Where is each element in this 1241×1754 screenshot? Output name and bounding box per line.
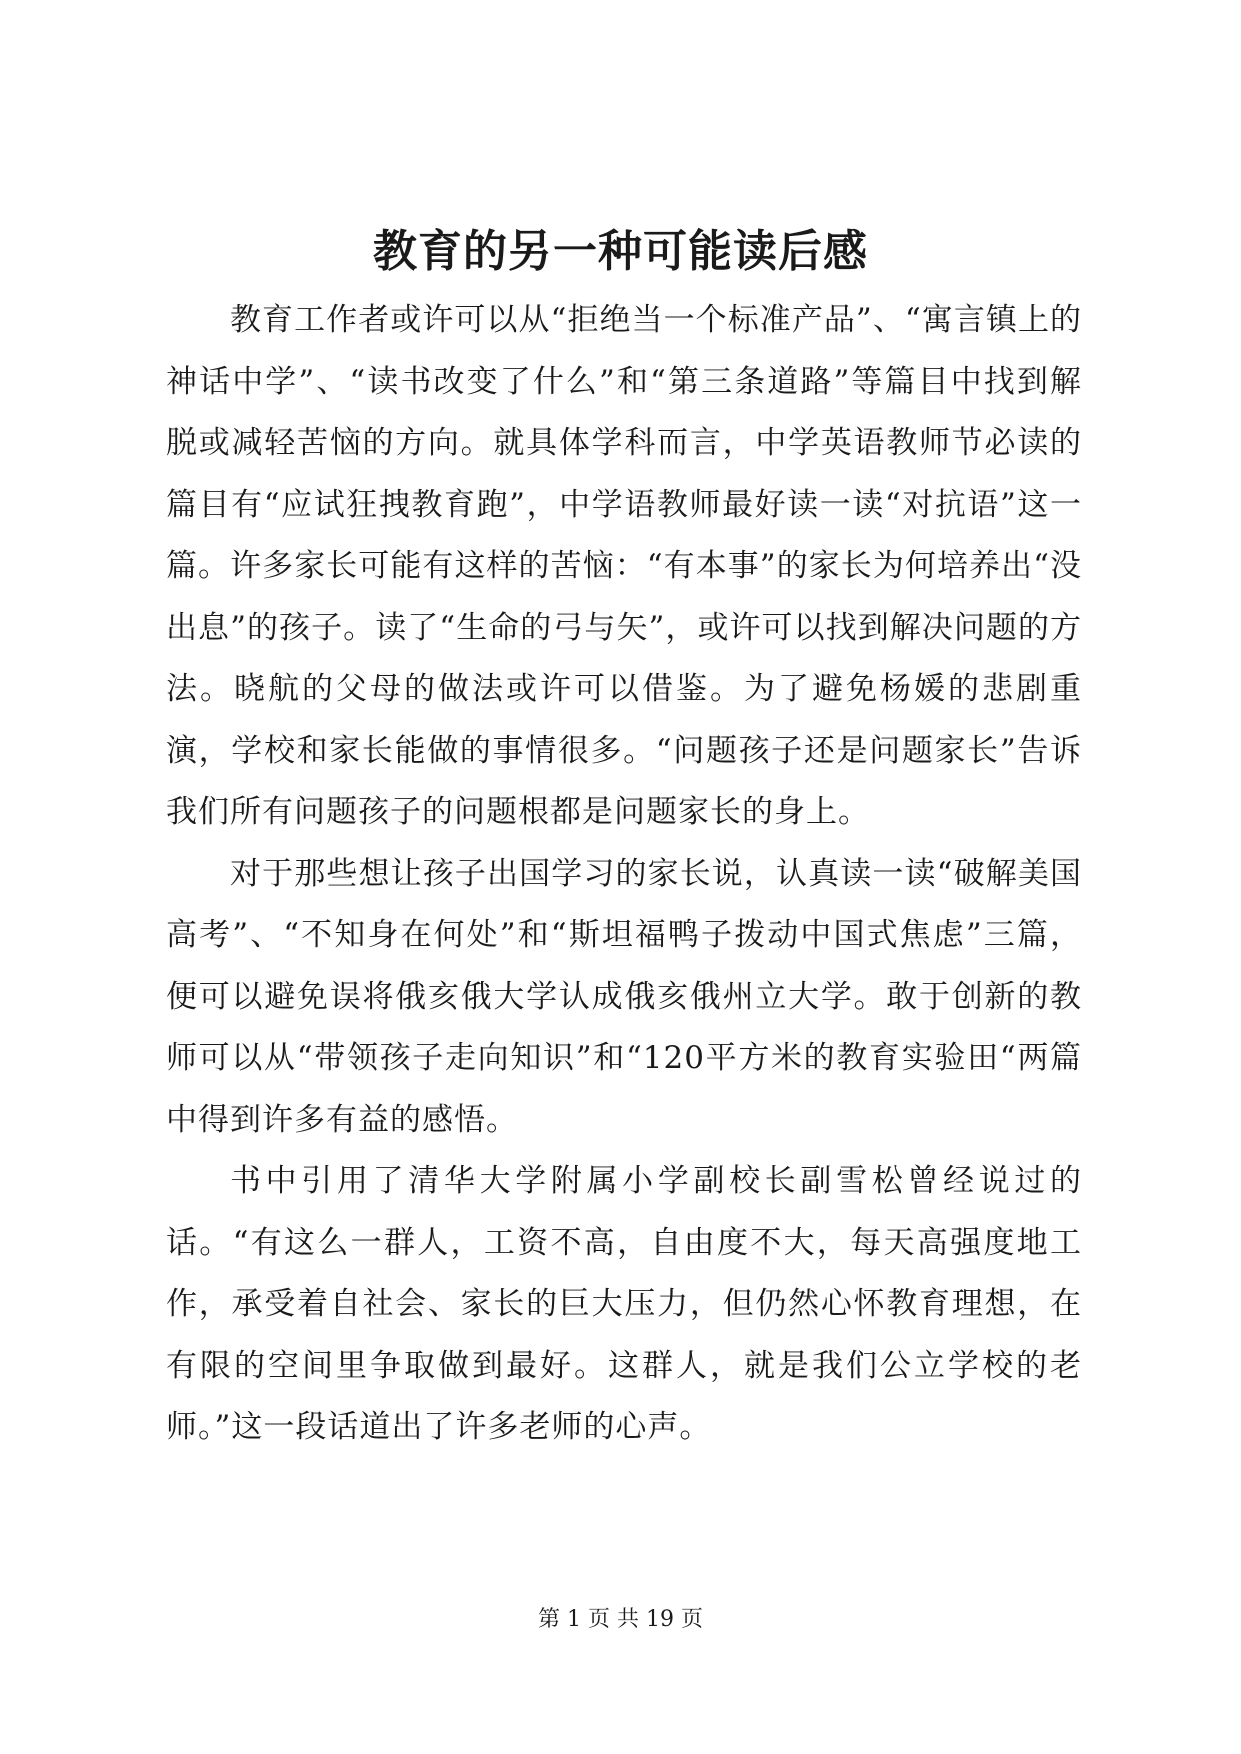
document-body xyxy=(166,290,1082,1459)
page-footer: 第 1 页 共 19 页 xyxy=(538,1607,703,1632)
document-title: 教育的另一种可能读后感 xyxy=(373,226,868,277)
paragraph-3: 书中引用了清华大学附属小学副校长副雪松曾经说过的话。“有这么一群人，工资不高，自由度不大，每天高强度地工作，承受着自社会、家长的巨大压力，但仍然心怀教育理想，在有限的空间里争取做到最好。这群人，就是我们公立学校的老师。”这一段话道出了许多老师的心声。 xyxy=(166,1163,1082,1445)
paragraph-1: 教育工作者或许可以从“拒绝当一个标准产品”、“寓言镇上的神话中学”、“读书改变了什么”和“第三条道路”等篇目中找到解脱或减轻苦恼的方向。就具体学科而言，中学英语教师节必读的篇目有“应试狂拽教育跑”，中学语教师最好读一读“对抗语”这一篇。许多家长可能有这样的苦恼：“有本事”的家长为何培养出“没出息”的孩子。读了“生命的弓与矢”，或许可以找到解决问题的方法。晓航的父母的做法或许可以借鉴。为了避免杨媛的悲剧重演，学校和家长能做的事情很多。“问题孩子还是问题家长”告诉我们所有问题孩子的问题根都是问题家长的身上。 xyxy=(166,302,1082,830)
paragraph-2: 对于那些想让孩子出国学习的家长说，认真读一读“破解美国高考”、“不知身在何处”和“斯坦福鸭子拨动中国式焦虑”三篇，便可以避免误将俄亥俄大学认成俄亥俄州立大学。敢于创新的教师可以从“带领孩子走向知识”和“120平方米的教育实验田“两篇中得到许多有益的感悟。 xyxy=(166,855,1082,1138)
